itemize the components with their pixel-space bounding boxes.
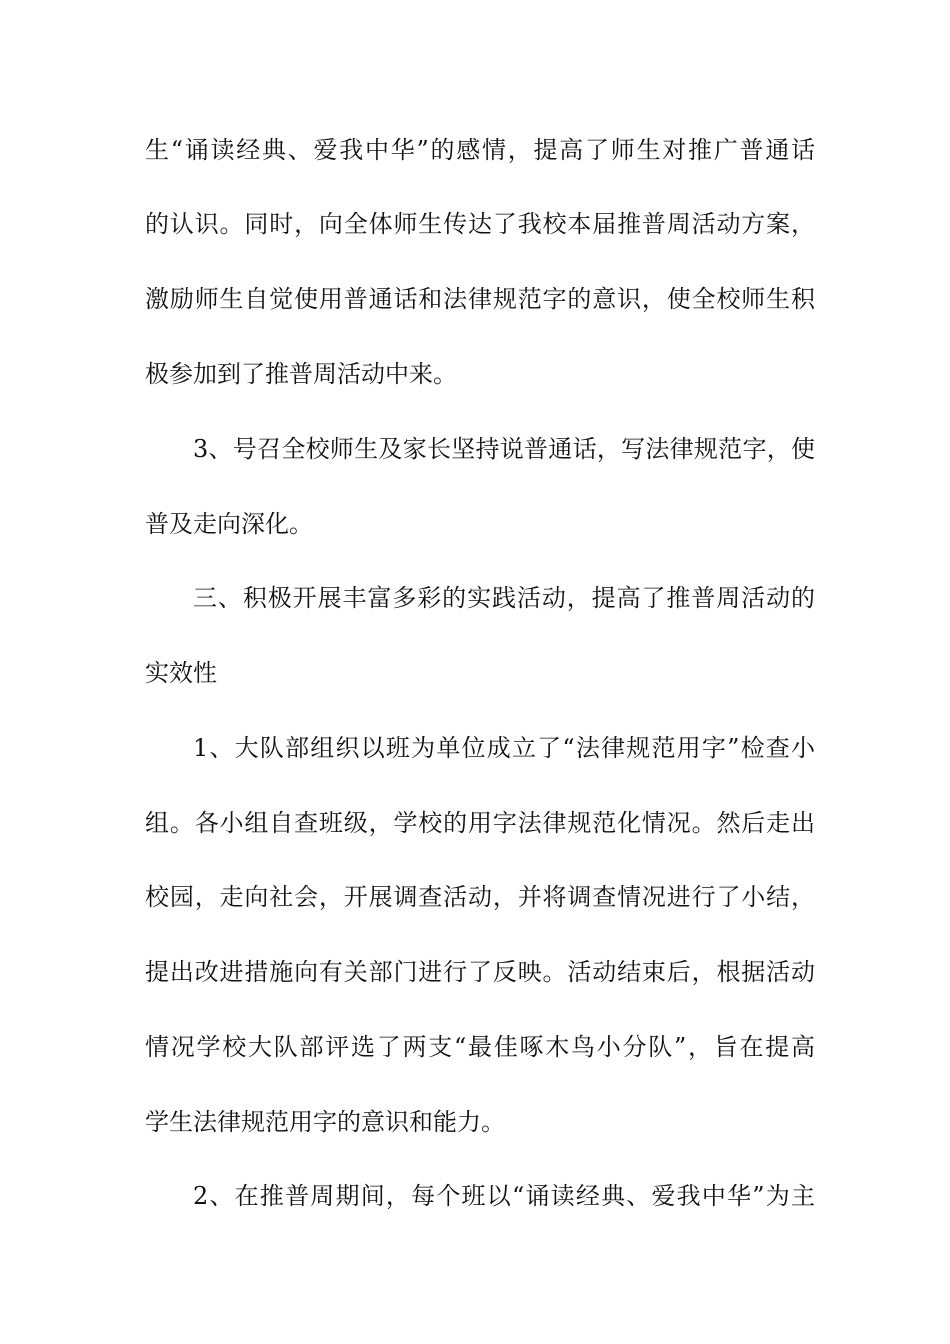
text-line: 学生法律规范用字的意识和能力。 (145, 1108, 505, 1136)
text-line: 组。各小组自查班级，学校的用字法律规范化情况。然后走出 (145, 809, 815, 837)
text-line: 1、大队部组织以班为单位成立了“法律规范用字”检查小 (193, 734, 815, 762)
text-line: 情况学校大队部评选了两支“最佳啄木鸟小分队”，旨在提高 (145, 1033, 815, 1061)
text-line: 生“诵读经典、爱我中华”的感情，提高了师生对推广普通话 (145, 136, 815, 164)
text-line: 校园，走向社会，开展调查活动，并将调查情况进行了小结， (145, 883, 815, 911)
text-line: 2、在推普周期间，每个班以“诵读经典、爱我中华”为主 (193, 1182, 815, 1210)
text-line: 的认识。同时，向全体师生传达了我校本届推普周活动方案， (145, 210, 815, 238)
text-line: 激励师生自觉使用普通话和法律规范字的意识，使全校师生积 (145, 285, 815, 313)
text-line: 3、号召全校师生及家长坚持说普通话，写法律规范字，使 (193, 435, 815, 463)
text-line: 极参加到了推普周活动中来。 (145, 360, 457, 388)
text-line: 提出改进措施向有关部门进行了反映。活动结束后，根据活动 (145, 958, 815, 986)
text-line: 普及走向深化。 (145, 510, 313, 538)
section-heading: 三、积极开展丰富多彩的实践活动，提高了推普周活动的 (193, 584, 815, 612)
section-heading: 实效性 (145, 659, 217, 687)
